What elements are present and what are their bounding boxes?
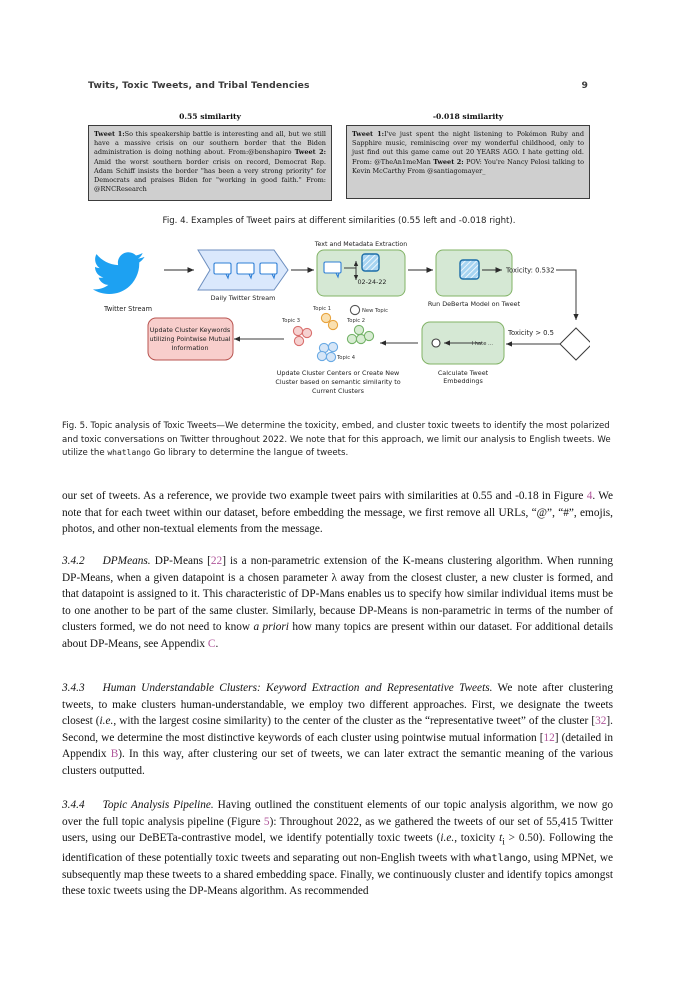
label-topic-1: Topic 1 (313, 306, 331, 312)
section-3-4-4-title: Topic Analysis Pipeline. (102, 799, 214, 811)
tweet2-text-left: Amid the worst southern border crisis on record, Democrat Rep. Adam Schiff insists the border "has been a very strong priority" for Democrats and praises Biden for "working in good faith." From: @RNCResearch (94, 157, 326, 194)
p2-appendix-ref-c[interactable]: C (207, 637, 216, 650)
figure-5-caption (62, 420, 613, 461)
cluster-topic-4 (317, 342, 355, 361)
label-topic-4: Topic 4 (337, 355, 355, 361)
p4-text-e: , using MPNet, we subsequently map these tweets to a shared embedding space. Finally, we continuously cluster and identify topics amongst these toxic tweets using the DP-Means algorithm. As recommended (62, 852, 613, 898)
label-embedding-tweet-snippet: I hate ... (471, 341, 493, 347)
tweet1-label-right: Tweet 1: (352, 130, 385, 138)
label-update-centers-line2: Cluster based on semantic similarity to (275, 378, 401, 386)
label-run-deberta: Run DeBerta Model on Tweet (427, 300, 521, 308)
p1-text-b: . We note that for each tweet within our dataset, before embedding the message, we first remove all URLs, “@”, “#”, emojis, photos, and other non-textual elements from the message. (62, 490, 614, 536)
paragraph-continuation (62, 488, 613, 538)
tweet-box-right (346, 125, 590, 199)
label-update-keywords-line3: Information (171, 344, 209, 352)
p3-citation-32[interactable]: 32 (595, 715, 607, 728)
p4-text-d: > 0.50). Following the identification of these potentially toxic tweets and separating out non-English tweets with (62, 832, 614, 865)
figure-5 (88, 236, 590, 408)
p2-text-a: DP-Means [ (150, 555, 211, 567)
figure-4 (88, 112, 590, 201)
label-update-centers-line3: Current Clusters (311, 387, 365, 395)
tweet1-text-right: I've just spent the night listening to Pokémon Ruby and Sapphire music, reminiscing over my wonderful childhood, only to just find out this game came out 20 YEARS AGO. I hate getting old. From: @TheAn1meMan (352, 130, 584, 166)
tweet1-text-left: So this speakership battle is interesting and all, but we still have a massive crisis on our southern border that the Biden administration is doing nothing about. From:@benshapiro (94, 130, 326, 157)
node-toxicity-decision (560, 328, 590, 360)
tweet2-label-left: Tweet 2: (294, 148, 326, 157)
p3-italic-ie-1: i.e. (99, 715, 114, 728)
p2-text-c: how many topics are present within our dataset. For additional details about DP-Means, see Appendix (62, 621, 614, 650)
similarity-label-right: -0.018 similarity (432, 112, 504, 121)
p4-mono-whatlango: whatlango (473, 853, 528, 865)
p3-text-b: , with the largest cosine similarity) to the center of the cluster as the “representative tweet” of the cluster [ (113, 715, 596, 728)
section-3-4-4-number: 3.4.4 (62, 799, 85, 811)
label-update-keywords-line1: Update Cluster Keywords (149, 326, 231, 334)
figure-5-caption-line1: Fig. 5. Topic analysis of Toxic Tweets—We determine the toxicity, embed, and cluster toxic tweets to identify (62, 421, 527, 431)
figure-5-caption-line3a: limit our analysis to English tweets. We utilize the (62, 434, 611, 459)
twitter-bird-icon (93, 252, 145, 294)
cluster-topic-2 (346, 318, 374, 344)
p4-text-a: Having outlined the constituent elements of our topic analysis algorithm, we now go over the full topic analysis pipeline (Figure (62, 799, 613, 828)
p3-text-d: ] (detailed in Appendix (62, 731, 614, 761)
section-3-4-3-title: Human Understandable Clusters: Keyword Extraction and Representative Tweets. (102, 682, 493, 694)
label-topic-3: Topic 3 (282, 318, 300, 324)
p2-citation-22[interactable]: 22 (210, 555, 223, 567)
label-text-metadata-extraction: Text and Metadata Extraction (314, 241, 408, 248)
page-number: 9 (581, 80, 588, 91)
p4-italic-t: t (499, 832, 503, 845)
section-3-4-2-title: DPMeans. (102, 555, 151, 567)
tweet1-label-left: Tweet 1: (94, 130, 125, 138)
p4-figure-ref-5[interactable]: 5 (263, 815, 270, 828)
p1-figure-ref[interactable]: 4 (586, 490, 593, 502)
tweet2-label-right: Tweet 2: (433, 157, 464, 166)
cluster-topic-3 (281, 318, 312, 346)
tweet2-text-right: POV: You're Nancy Pelosi talking to Kevin McCarthy From @santiagomayer_ (352, 157, 584, 175)
p2-italic-apriori: a priori (253, 621, 289, 634)
p3-text-a: We note after clustering tweets, to make clusters human-understandable, we employ two different approaches. First, we designate the tweets closest ( (62, 682, 613, 728)
p3-appendix-ref-b[interactable]: B (110, 748, 119, 761)
p2-text-b: ] is a non-parametric extension of the K-means clustering algorithm. When running DP-Means, when a given datapoint is a chosen parameter λ away from the closest cluster, a new cluster is formed, and that datapoint is assigned to it. This characteristic of DP-Mans enables us to specify how similar individual items must be to one another to be part of the same cluster. Similarly, because DP-Means is non-parametric in terms of the number of clusters formed, we do not need to know (62, 555, 614, 634)
figure-5-caption-line3b: Go library to determine the langue of tweets. (150, 448, 349, 459)
section-3-4-4 (62, 797, 613, 900)
label-update-keywords-line2: utilizing Pointwise Mutual (149, 335, 231, 343)
section-3-4-2 (62, 553, 613, 652)
running-head (88, 80, 588, 91)
label-extraction-date: 02-24-22 (357, 278, 387, 286)
p4-text-b: ): Throughout 2022, as we gathered the tweets of our set of 55,415 Twitter users, using our DeBETa-contrastive model, we identify potentially toxic tweets ( (62, 815, 613, 845)
label-twitter-stream: Twitter Stream (103, 305, 153, 313)
figure-5-caption-line2: the most polarized and toxic conversations on Twitter throughout 2022. We note that for this approach, we (62, 421, 610, 445)
figure-5-caption-mono: whatlango (107, 448, 151, 458)
tweet-pair-left (88, 112, 332, 201)
label-calculate-embeddings-line1: Calculate Tweet (437, 369, 489, 377)
p3-citation-12[interactable]: 12 (543, 731, 555, 744)
label-calculate-embeddings-line2: Embeddings (443, 377, 483, 385)
p4-text-c: , toxicity (454, 832, 500, 845)
p3-text-c: ]. Second, we determine the most distinctive keywords of each cluster using pointwise mutual information [ (62, 715, 613, 744)
legend-new-topic (350, 305, 388, 314)
cluster-topic-1 (312, 306, 338, 330)
tweet-pair-right (346, 112, 590, 199)
p3-text-e: ). In this way, after clustering our set of tweets, we can later extract the semantic meaning of the various clusters outputted. (62, 748, 613, 777)
section-3-4-3 (62, 680, 613, 779)
p4-italic-ie: i.e. (440, 832, 455, 845)
tweet-box-left (88, 125, 332, 201)
label-daily-twitter-stream: Daily Twitter Stream (210, 294, 276, 302)
p2-text-d: . (215, 637, 219, 650)
section-3-4-3-number: 3.4.3 (62, 682, 85, 694)
figure-4-caption: Fig. 4. Examples of Tweet pairs at different similarities (0.55 left and -0.018 right). (162, 216, 516, 226)
running-head-title: Twits, Toxic Tweets, and Tribal Tendencies (88, 80, 310, 91)
label-new-topic: New Topic (362, 308, 389, 314)
label-toxicity-value: Toxicity: 0.532 (506, 266, 555, 275)
section-3-4-2-number: 3.4.2 (62, 555, 85, 567)
similarity-label-left: 0.55 similarity (179, 112, 241, 121)
p4-subscript-i: i (502, 837, 505, 848)
p1-text-a: our set of tweets. As a reference, we provide two example tweet pairs with similarities at 0.55 and -0.18 in Figure (62, 490, 587, 502)
label-toxicity-threshold: Toxicity > 0.5 (508, 329, 554, 337)
label-update-centers-line1: Update Cluster Centers or Create New (276, 369, 400, 377)
label-topic-2: Topic 2 (347, 318, 365, 324)
